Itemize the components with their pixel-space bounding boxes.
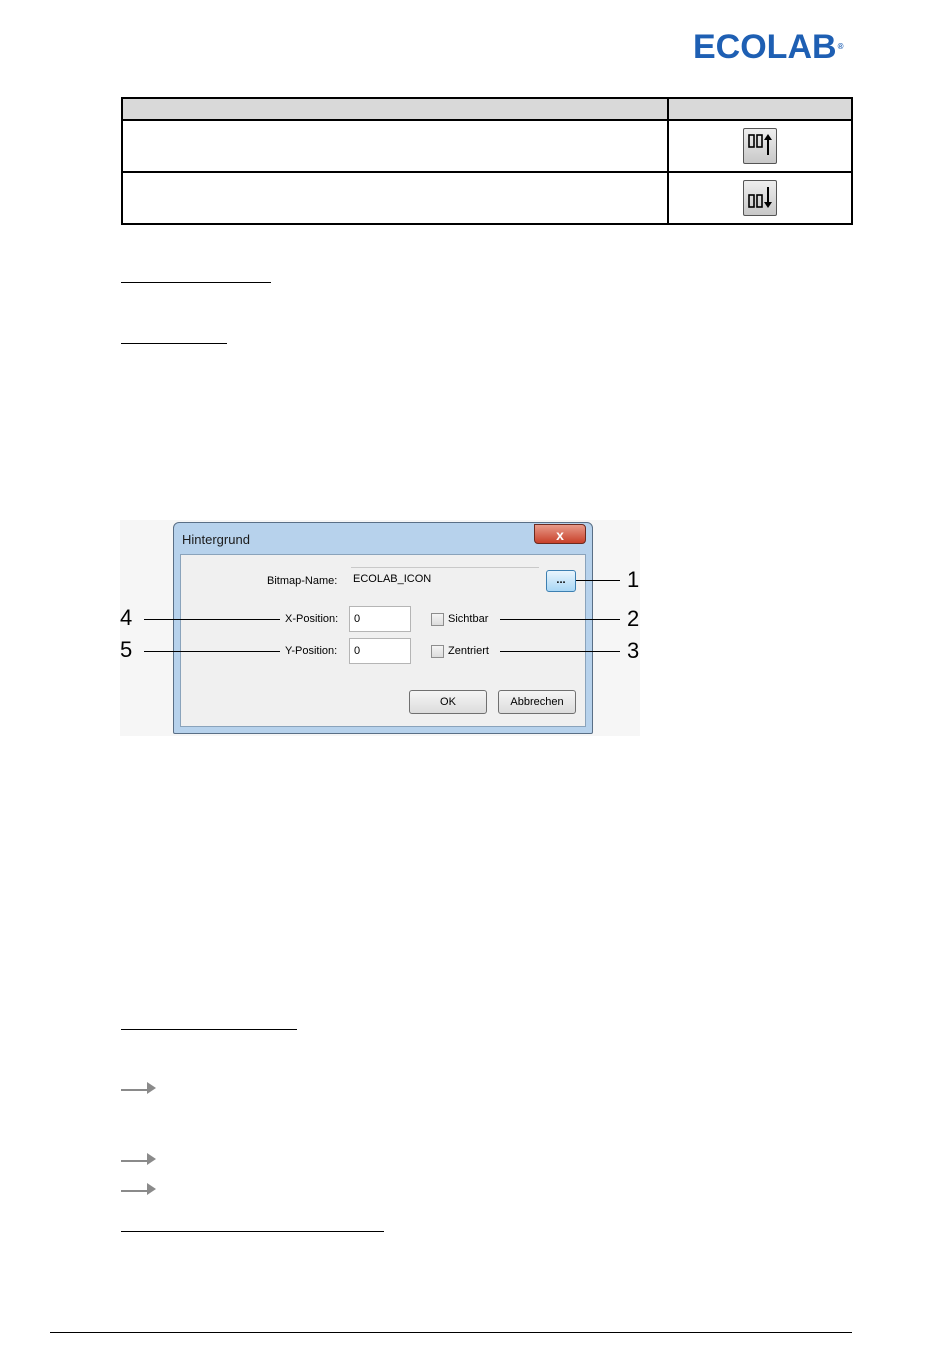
table-cell [668,120,852,172]
icon-table [121,97,853,225]
heading-underline [121,1029,297,1030]
step-arrow-icon [147,1153,156,1165]
ok-button[interactable]: OK [409,690,487,714]
callout-line-5 [144,651,280,652]
visible-label: Sichtbar [448,613,489,625]
x-position-input[interactable] [349,606,411,632]
x-position-label: X-Position: [285,613,339,625]
callout-line-1 [576,580,620,581]
logo-text: ECOLAB [693,28,837,66]
table-cell [122,172,668,224]
move-down-icon [743,180,777,216]
callout-3: 3 [627,638,640,663]
table-header-cell [668,98,852,120]
table-cell [122,120,668,172]
dialog-title: Hintergrund [182,532,250,547]
centered-checkbox[interactable] [431,645,444,658]
table-cell [668,172,852,224]
registered-mark: ® [837,42,844,51]
move-up-icon [743,128,777,164]
ecolab-logo [693,30,843,64]
y-position-input[interactable] [349,638,411,664]
heading-underline [121,282,271,283]
centered-label: Zentriert [448,645,489,657]
heading-underline [121,1231,384,1232]
table-header-row [122,98,852,120]
cancel-button[interactable]: Abbrechen [498,690,576,714]
table-row [122,120,852,172]
browse-button[interactable] [546,570,576,592]
callout-2: 2 [627,606,640,631]
bitmap-name-label: Bitmap-Name: [267,575,338,587]
step-arrow-bar [121,1160,147,1162]
close-button[interactable] [534,524,586,544]
step-arrow-icon [147,1183,156,1195]
callout-line-3 [500,651,620,652]
step-arrow-bar [121,1089,147,1091]
callout-1: 1 [627,567,640,592]
heading-underline [121,343,227,344]
browse-label: ... [556,574,566,586]
bitmap-separator [351,567,539,568]
bitmap-name-value: ECOLAB_ICON [353,573,432,585]
y-position-label: Y-Position: [285,645,338,657]
callout-4: 4 [120,605,133,630]
table-row [122,172,852,224]
callout-line-4 [144,619,280,620]
step-arrow-bar [121,1190,147,1192]
table-header-cell [122,98,668,120]
visible-checkbox[interactable] [431,613,444,626]
background-dialog [173,522,593,734]
close-icon: x [556,527,564,543]
callout-line-2 [500,619,620,620]
callout-5: 5 [120,637,133,662]
step-arrow-icon [147,1082,156,1094]
dialog-client-area [180,554,586,727]
footer-rule [50,1332,852,1333]
